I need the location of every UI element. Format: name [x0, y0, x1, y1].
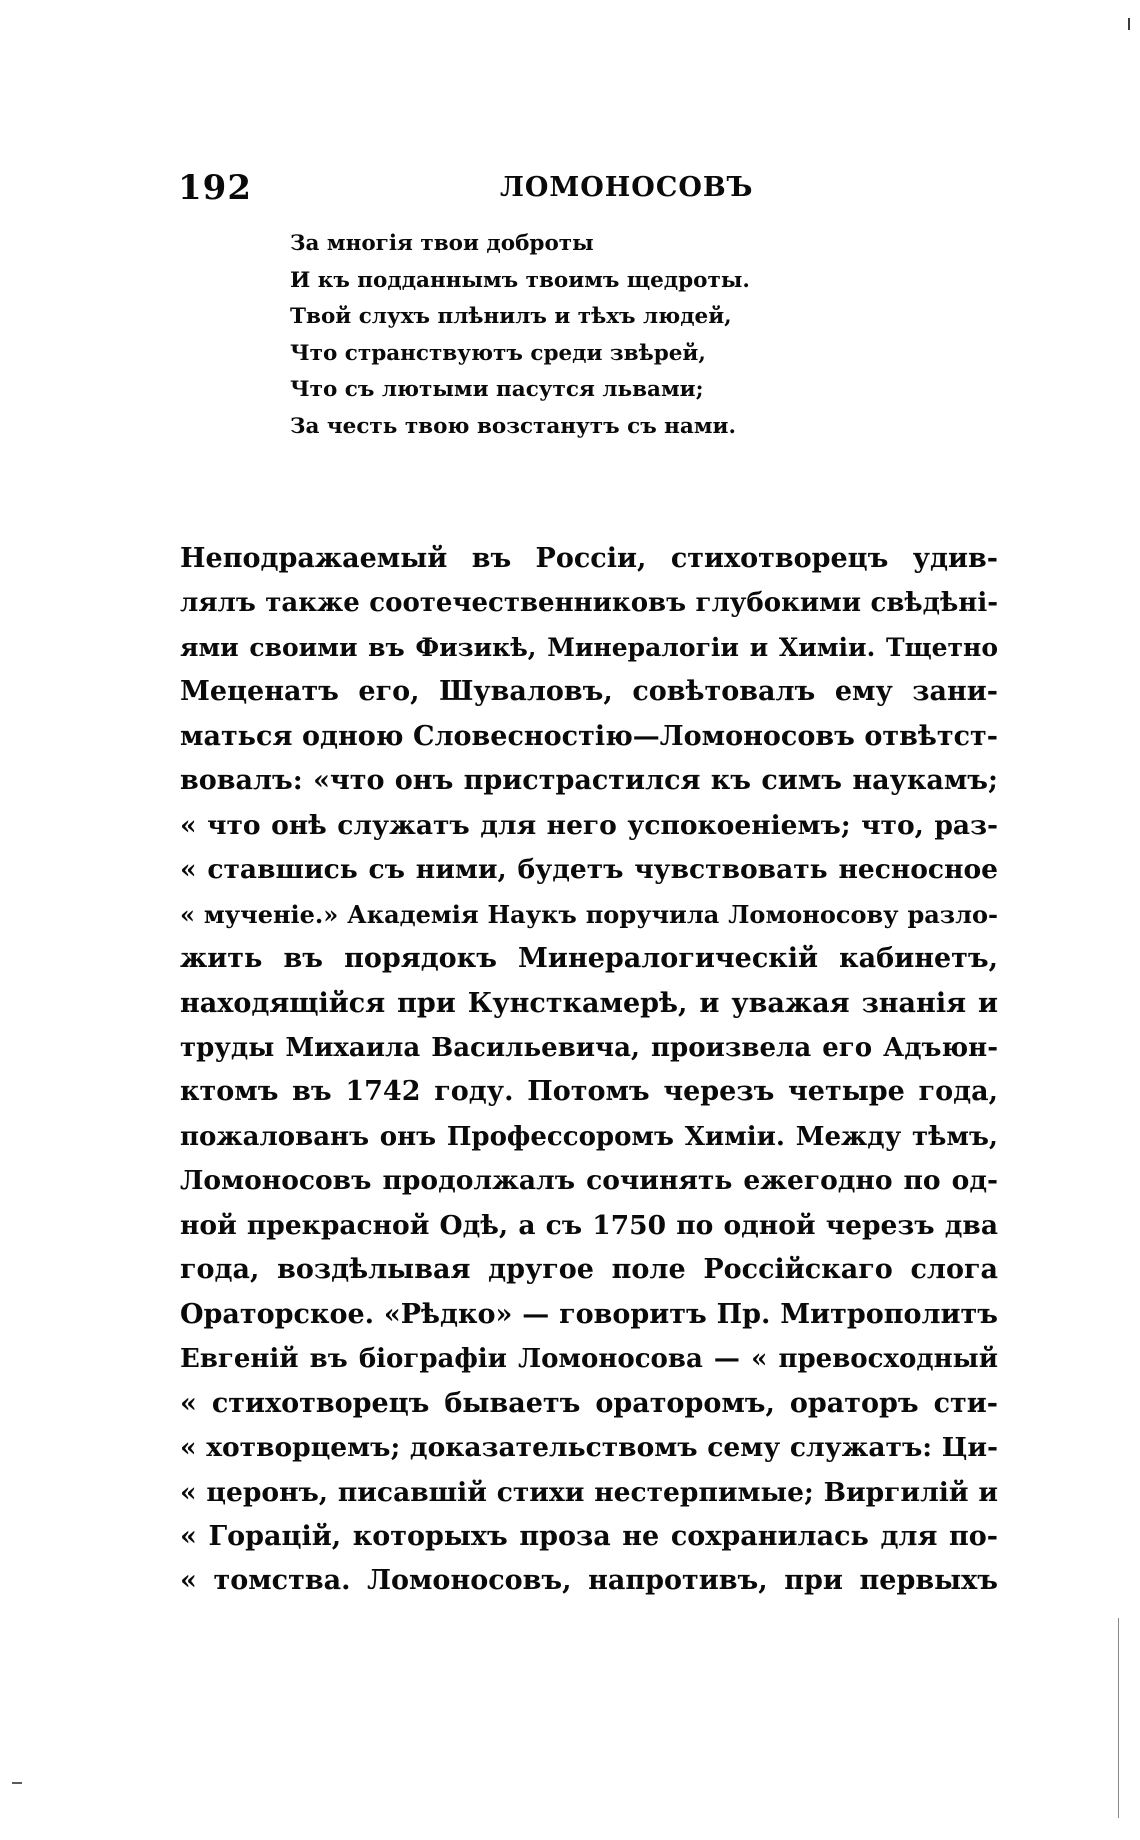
poem-stanza: [290, 226, 810, 446]
prose-line: года, воздѣлывая другое поле Россійскаго слога: [180, 1254, 998, 1286]
prose-line: вовалъ: «что онъ пристрастился къ симъ наукамъ;: [180, 765, 998, 797]
prose-line: « хотворцемъ; доказательствомъ сему служатъ: Ци-: [180, 1432, 998, 1464]
prose-line: пожалованъ онъ Профессоромъ Химіи. Между тѣмъ,: [180, 1121, 998, 1152]
poem-line: Что странствуютъ среди звѣрей,: [290, 340, 706, 366]
prose-line: « церонъ, писавшій стихи нестерпимые; Виргилій и: [180, 1476, 998, 1508]
poem-line: За честь твою возстанутъ съ нами.: [290, 413, 736, 439]
prose-line: Неподражаемый въ Россіи, стихотворецъ удив-: [180, 543, 998, 574]
margin-mark: [1128, 18, 1130, 30]
poem-line: И къ подданнымъ твоимъ щедроты.: [290, 267, 750, 293]
prose-line: маться одною Словесностію—Ломоносовъ отвѣтст-: [180, 720, 998, 752]
prose-line: « ставшись съ ними, будетъ чувствовать несносное: [180, 854, 998, 886]
prose-line: « что онѣ служатъ для него успокоеніемъ; что, раз-: [180, 809, 998, 841]
margin-mark: [1118, 1618, 1119, 1818]
poem-line: Твой слухъ плѣнилъ и тѣхъ людей,: [290, 304, 732, 330]
prose-line: находящійся при Кунсткамерѣ, и уважая знанія и: [180, 987, 998, 1019]
prose-paragraph: [180, 537, 998, 1604]
prose-line: Ораторское. «Рѣдко» — говоритъ Пр. Митрополитъ: [180, 1298, 998, 1330]
poem-line: За многія твои доброты: [290, 231, 594, 256]
prose-line: « томства. Ломоносовъ, напротивъ, при первыхъ: [180, 1565, 998, 1597]
running-head: ЛОМОНОСОВЪ: [500, 172, 754, 203]
prose-line: « стихотворецъ бываетъ ораторомъ, ораторъ сти-: [180, 1387, 998, 1419]
prose-line: « мученіе.» Академія Наукъ поручила Ломоносову разло-: [180, 899, 998, 929]
prose-line: Евгеній въ біографіи Ломоносова — « превосходный: [180, 1344, 998, 1375]
prose-line: жить въ порядокъ Минералогическій кабинетъ,: [180, 943, 998, 975]
poem-line: Что съ лютыми пасутся львами;: [290, 377, 704, 403]
prose-line: ной прекрасной Одѣ, а съ 1750 по одной черезъ два: [180, 1209, 998, 1241]
prose-line: ктомъ въ 1742 году. Потомъ черезъ четыре года,: [180, 1076, 998, 1108]
margin-mark: [12, 1782, 22, 1784]
prose-line: лялъ также соотечественниковъ глубокими свѣдѣні-: [180, 588, 998, 619]
prose-line: Ломоносовъ продолжалъ сочинять ежегодно по од-: [180, 1165, 998, 1197]
page-number: 192: [178, 168, 252, 208]
prose-line: « Горацій, которыхъ проза не сохранилась для по-: [180, 1520, 998, 1552]
prose-line: ями своими въ Физикѣ, Минералогіи и Химіи. Тщетно: [180, 632, 998, 662]
prose-line: Меценатъ его, Шуваловъ, совѣтовалъ ему зани-: [180, 676, 998, 708]
prose-line: труды Михаила Васильевича, произвела его Адъюн-: [180, 1032, 998, 1063]
